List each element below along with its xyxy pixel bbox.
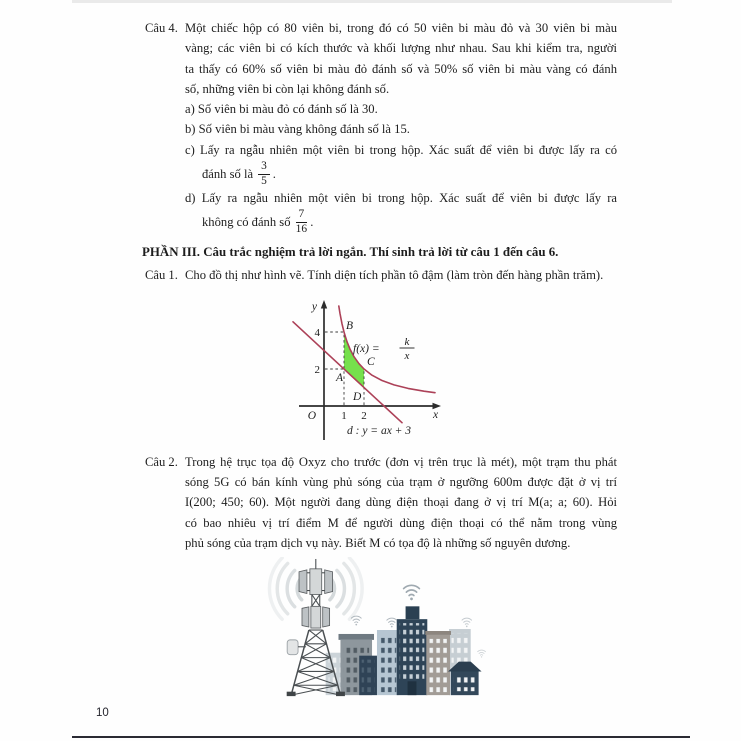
- text-line: sóng 5G có bán kính vùng phủ sóng của trạm ở ngưỡng 600m được đặt ở vị trí: [185, 474, 617, 489]
- point-d-label: D: [353, 390, 362, 403]
- text-line: Một chiếc hộp có 80 viên bi, trong đó có 50 viên bi màu đỏ và 30 viên bi màu: [185, 21, 617, 35]
- wifi-icon: [351, 616, 361, 625]
- graph-svg: [285, 298, 465, 448]
- text-line: có bao nhiêu vị trí điểm M để người dùng điện thoại có thể nằm trong vùng: [185, 515, 617, 530]
- wifi-icon: [404, 585, 420, 600]
- spacer: [145, 99, 185, 236]
- fraction-denominator: 16: [295, 222, 308, 235]
- question-2: [145, 452, 617, 553]
- text-line: ta thấy có 60% số viên bi màu đỏ đánh số và 50% số viên bi màu vàng có đánh: [185, 61, 617, 76]
- building-taupe: [425, 631, 451, 695]
- fraction-seven-sixteenths: [296, 209, 308, 236]
- function-denominator: x: [404, 349, 410, 362]
- line-d-label: d : y = ax + 3: [347, 424, 412, 437]
- function-label: f(x) =: [353, 342, 380, 355]
- building-lightblue: [377, 630, 399, 695]
- wifi-icon: [387, 618, 397, 627]
- origin-label: O: [307, 409, 316, 422]
- y-axis-label: y: [311, 300, 317, 313]
- statement-d-continued: [185, 208, 617, 236]
- text-line: I(200; 450; 60). Một người đang dùng điện thoại đang ở vị trí M(a; a; 60). Hỏi: [185, 495, 617, 510]
- question-4-label: Câu 4.: [145, 21, 178, 35]
- function-numerator: k: [404, 335, 410, 348]
- statement-b: b) Số viên bi màu vàng không đánh số là 15.: [185, 122, 410, 137]
- statement-a: a) Số viên bi màu đỏ có đánh số là 30.: [185, 102, 378, 117]
- tick-x-1: 1: [341, 409, 347, 422]
- fraction-numerator: 7: [296, 209, 308, 223]
- fraction-three-fifths: [258, 161, 270, 188]
- question-2-label: Câu 2.: [145, 454, 178, 469]
- building-dark-small: [359, 656, 377, 695]
- antenna-panels-top: [299, 569, 333, 595]
- y-axis-arrow-icon: [321, 300, 327, 309]
- statements-block: [185, 99, 617, 236]
- wifi-icon: [478, 650, 486, 658]
- question-4-body: [185, 18, 617, 99]
- question-1-text: Cho đồ thị như hình vẽ. Tính diện tích phần tô đậm (làm tròn đến hàng phần trăm).: [185, 268, 604, 283]
- bottom-rule: [72, 736, 690, 738]
- question-2-body: [185, 452, 617, 553]
- building-navy-tall: [397, 606, 428, 695]
- statement-c-text: đánh số là: [202, 166, 254, 181]
- figure-5g-tower-city: [240, 557, 510, 705]
- period: .: [310, 214, 314, 229]
- page-content: [142, 18, 617, 705]
- point-c-label: C: [367, 355, 375, 368]
- question-1: [145, 265, 617, 285]
- text-line: Trong hệ trục tọa độ Oxyz cho trước (đơn vị trên trục là mét), một trạm thu phát: [185, 454, 617, 469]
- question-4: [145, 18, 617, 99]
- part-3-heading: PHẦN III. Câu trắc nghiệm trả lời ngắn. Thí sinh trả lời từ câu 1 đến câu 6.: [142, 245, 559, 260]
- question-4-statements: [145, 99, 617, 236]
- line-d: [293, 321, 402, 422]
- fraction-denominator: 5: [261, 174, 267, 187]
- antenna-panels-mid: [302, 606, 330, 628]
- text-line: phủ sóng của trạm dịch vụ này. Biết M có tọa độ là những số nguyên dương.: [185, 535, 571, 550]
- statement-c-continued: [185, 160, 617, 188]
- wifi-icon: [462, 618, 471, 627]
- top-edge-rule: [72, 0, 672, 3]
- tick-y-2: 2: [314, 363, 320, 376]
- page-number: 10: [96, 707, 109, 719]
- microwave-dish: [287, 640, 298, 655]
- period: .: [272, 166, 276, 181]
- text-line: số, những viên bi còn lại không đánh số.: [185, 81, 390, 96]
- statement-d: d) Lấy ra ngẫu nhiên một viên bi trong hộp. Xác suất để viên bi được lấy ra: [185, 191, 617, 206]
- point-b-label: B: [346, 319, 354, 332]
- text-line: vàng; các viên bi có kích thước và khối lượng như nhau. Sau khi kiểm tra, người: [185, 41, 617, 56]
- point-a-label: A: [336, 371, 344, 384]
- statement-c: c) Lấy ra ngẫu nhiên một viên bi trong hộp. Xác suất để viên bi được lấy ra có: [185, 142, 617, 157]
- statement-d-text: không có đánh số: [202, 214, 291, 229]
- tick-x-2: 2: [361, 409, 367, 422]
- question-1-label: Câu 1.: [145, 268, 178, 283]
- figure-graph: [285, 298, 465, 448]
- x-axis-label: x: [433, 408, 439, 421]
- fraction-numerator: 3: [258, 161, 270, 175]
- tick-y-4: 4: [314, 326, 320, 339]
- illustration-svg: [240, 557, 510, 705]
